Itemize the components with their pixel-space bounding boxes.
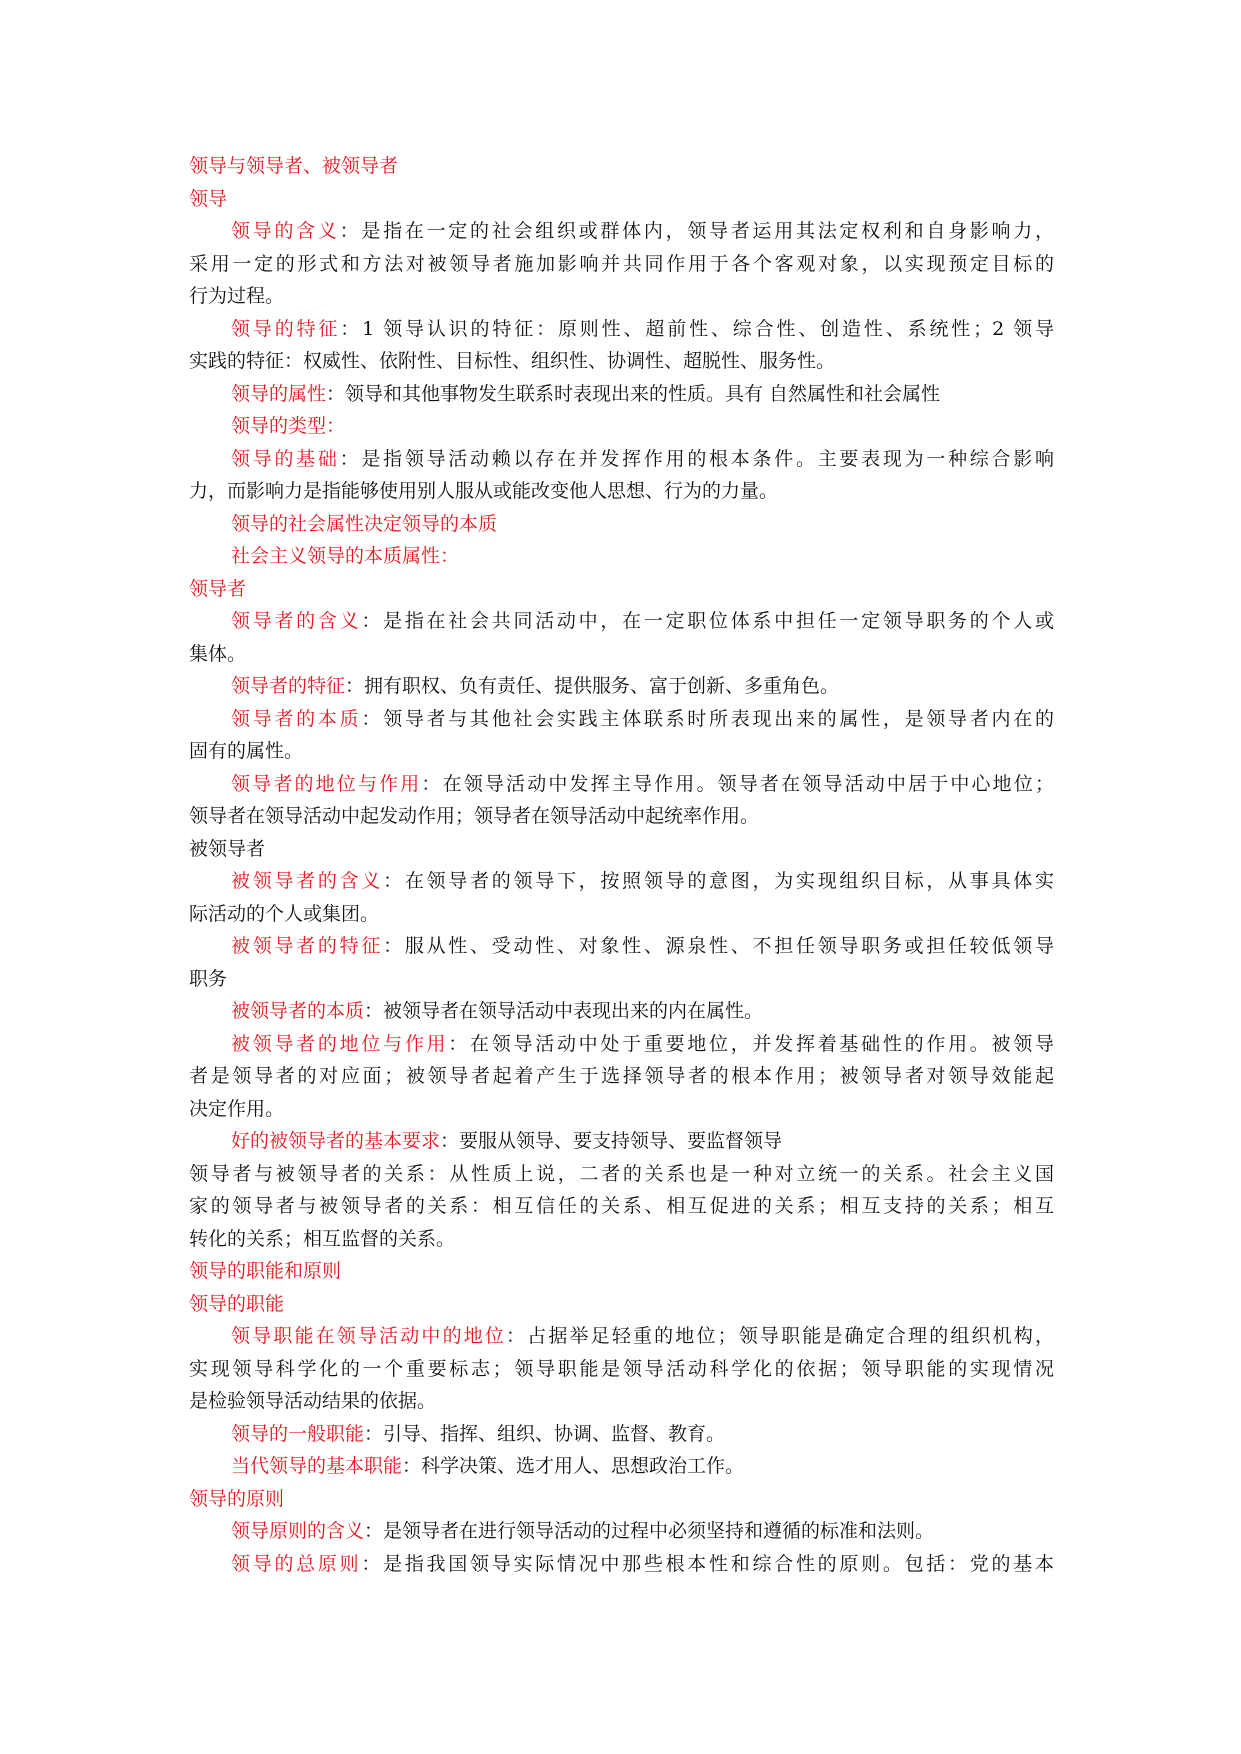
- body-text: 领导者与被领导者的关系：从性质上说，二者的关系也是一种对立统一的关系。社会主义国: [189, 1162, 1054, 1185]
- text-line: [189, 378, 1054, 411]
- term-label: 领导的类型：: [231, 415, 346, 437]
- body-text: ：服从性、受动性、对象性、源泉性、不担任领导职务或担任较低领导: [383, 935, 1054, 957]
- body-text: ：拥有职权、负有责任、提供服务、富于创新、多重角色。: [345, 675, 840, 697]
- term-label: 被领导者的含义: [231, 870, 384, 892]
- term-label: 领导者的地位与作用: [231, 772, 422, 795]
- text-line: [189, 248, 1054, 281]
- text-line: [189, 1093, 1054, 1126]
- text-line: [189, 313, 1054, 346]
- text-line: [189, 1353, 1054, 1386]
- body-text: ：在领导活动中发挥主导作用。领导者在领导活动中居于中心地位；: [421, 772, 1054, 795]
- body-text: 采用一定的形式和方法对被领导者施加影响并共同作用于各个客观对象，以实现预定目标的: [189, 252, 1054, 275]
- text-line: [189, 1450, 1054, 1483]
- text-line: [189, 703, 1054, 736]
- term-label: 社会主义领导的本质属性：: [231, 545, 460, 567]
- text-line: [189, 1418, 1054, 1451]
- body-text: 者是领导者的对应面；被领导者起着产生于选择领导者的根本作用；被领导者对领导效能起: [189, 1065, 1054, 1087]
- body-text: ：是指在一定的社会组织或群体内，领导者运用其法定权利和自身影响力，: [339, 220, 1054, 242]
- text-line: [189, 735, 1054, 768]
- text-line: [189, 1028, 1054, 1061]
- body-text: ：科学决策、选才用人、思想政治工作。: [402, 1455, 745, 1477]
- text-line: [189, 638, 1054, 671]
- body-text: 固有的属性。: [189, 740, 304, 762]
- body-text: 行为过程。: [189, 285, 285, 307]
- text-line: [189, 540, 1054, 573]
- text-line: [189, 1320, 1054, 1353]
- term-label: 领导的基础: [231, 447, 340, 470]
- term-label: 领导的属性: [231, 382, 327, 405]
- body-text: ：在领导者的领导下，按照领导的意图，为实现组织目标，从事具体实: [383, 870, 1054, 892]
- body-text: 领导者在领导活动中起发动作用；领导者在领导活动中起统率作用。: [189, 805, 760, 827]
- text-line: [189, 410, 1054, 443]
- body-text: ：是指领导活动赖以存在并发挥作用的根本条件。主要表现为一种综合影响: [339, 447, 1054, 470]
- body-text: 家的领导者与被领导者的关系：相互信任的关系、相互促进的关系；相互支持的关系；相互: [189, 1195, 1054, 1217]
- text-line: [189, 898, 1054, 931]
- body-text: ：被领导者在领导活动中表现出来的内在属性。: [364, 1000, 764, 1022]
- text-line: [189, 475, 1054, 508]
- body-text: 职务: [189, 967, 228, 990]
- body-text: 转化的关系；相互监督的关系。: [189, 1227, 456, 1250]
- text-line: [189, 800, 1054, 833]
- text-line: [189, 1385, 1054, 1418]
- term-label: 当代领导的基本职能: [231, 1455, 403, 1477]
- term-label: 领导者的含义: [231, 610, 362, 632]
- text-line: [189, 1515, 1054, 1548]
- text-line: [189, 833, 1054, 866]
- body-text: ：是领导者在进行领导活动的过程中必须坚持和遵循的标准和法则。: [364, 1520, 935, 1542]
- text-line: [189, 345, 1054, 378]
- text-line: [189, 865, 1054, 898]
- section-heading: [189, 573, 1054, 606]
- term-label: 领导的含义: [231, 220, 340, 242]
- body-text: 决定作用。: [189, 1097, 285, 1120]
- body-text: 际活动的个人或集团。: [189, 902, 380, 925]
- heading-text: 领导: [189, 187, 228, 210]
- heading-text: 领导的职能和原则: [189, 1260, 342, 1282]
- term-label: 好的被领导者的基本要求: [231, 1130, 441, 1152]
- term-label: 领导的总原则: [231, 1552, 362, 1575]
- section-heading: [189, 150, 1054, 183]
- body-text: 实践的特征：权威性、依附性、目标性、组织性、协调性、超脱性、服务性。: [189, 350, 836, 372]
- body-text: ：领导和其他事物发生联系时表现出来的性质。具有 自然属性和社会属性: [326, 382, 941, 405]
- term-label: 领导原则的含义: [231, 1520, 365, 1542]
- body-text: 是检验领导活动结果的依据。: [189, 1390, 437, 1412]
- body-text: 被领导者: [189, 837, 266, 860]
- section-heading: [189, 1483, 1054, 1516]
- text-line: [189, 215, 1054, 248]
- term-label: 领导的社会属性决定领导的本质: [231, 512, 498, 535]
- text-line: [189, 963, 1054, 996]
- term-label: 领导者的特征: [231, 675, 346, 697]
- body-text: 实现领导科学化的一个重要标志；领导职能是领导活动科学化的依据；领导职能的实现情况: [189, 1357, 1054, 1380]
- body-text: 集体。: [189, 642, 247, 665]
- text-line: [189, 670, 1054, 703]
- heading-text: 领导的原则: [189, 1487, 285, 1510]
- text-line: [189, 768, 1054, 801]
- text-line: [189, 443, 1054, 476]
- body-text: ：1 领导认识的特征：原则性、超前性、综合性、创造性、系统性；2 领导: [340, 317, 1054, 340]
- term-label: 被领导者的地位与作用: [231, 1032, 449, 1055]
- term-label: 领导的一般职能: [231, 1422, 365, 1445]
- text-line: [189, 1158, 1054, 1191]
- heading-text: 领导者: [189, 577, 247, 600]
- term-label: 被领导者的特征: [231, 935, 384, 957]
- body-text: ：占据举足轻重的地位；领导职能是确定合理的组织机构，: [506, 1325, 1054, 1347]
- term-label: 领导的特征: [231, 317, 341, 340]
- text-line: [189, 1125, 1054, 1158]
- document-body: [189, 150, 1054, 1580]
- heading-text: 领导的职能: [189, 1292, 285, 1315]
- body-text: ：是指我国领导实际情况中那些根本性和综合性的原则。包括：党的基本: [361, 1552, 1054, 1575]
- term-label: 领导职能在领导活动中的地位: [231, 1325, 507, 1347]
- body-text: ：要服从领导、要支持领导、要监督领导: [440, 1130, 783, 1152]
- text-line: [189, 1060, 1054, 1093]
- term-label: 领导者的本质: [231, 707, 362, 730]
- body-text: ：领导者与其他社会实践主体联系时所表现出来的属性，是领导者内在的: [361, 707, 1054, 730]
- text-line: [189, 1548, 1054, 1581]
- body-text: ：在领导活动中处于重要地位，并发挥着基础性的作用。被领导: [448, 1032, 1054, 1055]
- term-label: 被领导者的本质: [231, 1000, 365, 1022]
- text-line: [189, 508, 1054, 541]
- section-heading: [189, 183, 1054, 216]
- text-line: [189, 995, 1054, 1028]
- text-line: [189, 605, 1054, 638]
- heading-text: 领导与领导者、被领导者: [189, 155, 399, 177]
- text-line: [189, 930, 1054, 963]
- body-text: ：是指在社会共同活动中，在一定职位体系中担任一定领导职务的个人或: [361, 610, 1054, 632]
- text-line: [189, 280, 1054, 313]
- text-line: [189, 1223, 1054, 1256]
- body-text: ：引导、指挥、组织、协调、监督、教育。: [364, 1422, 726, 1445]
- section-heading: [189, 1255, 1054, 1288]
- text-line: [189, 1190, 1054, 1223]
- body-text: 力，而影响力是指能够使用别人服从或能改变他人思想、行为的力量。: [189, 480, 779, 502]
- section-heading: [189, 1288, 1054, 1321]
